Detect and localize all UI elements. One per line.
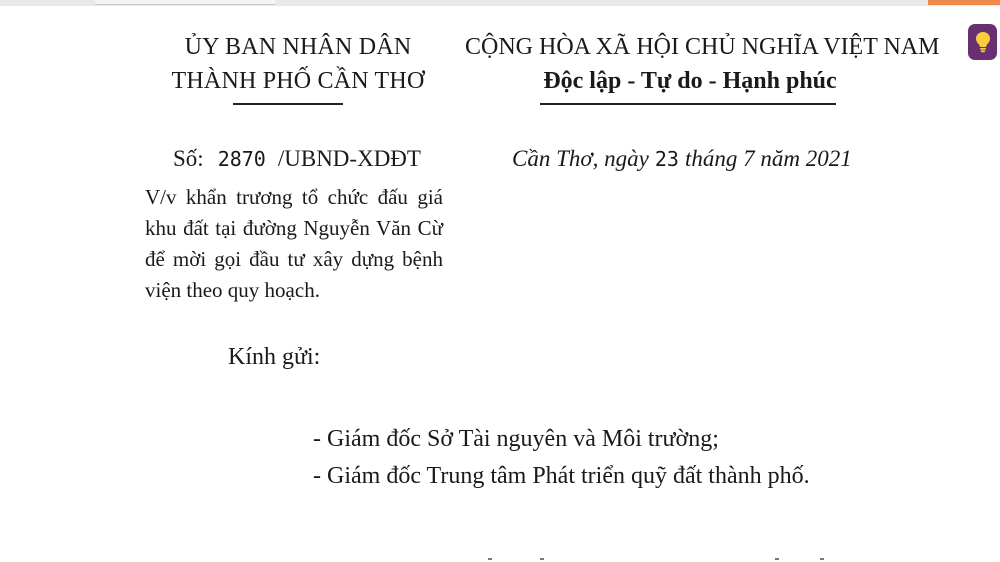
subject-line: khu đất tại đường Nguyễn Văn Cừ (145, 216, 443, 240)
motto-underline (540, 103, 836, 105)
org-underline (233, 103, 343, 105)
number-value: 2870 (217, 147, 266, 171)
number-label: Số: (173, 146, 204, 171)
date-prefix: Cần Thơ, ngày (512, 146, 649, 171)
number-suffix: /UBND-XDĐT (277, 146, 421, 171)
document-page (0, 6, 960, 562)
org-name-line1: ỦY BAN NHÂN DÂN (184, 34, 412, 60)
recipient-item: - Giám đốc Sở Tài nguyên và Môi trường; (313, 426, 719, 452)
document-number (173, 146, 421, 172)
lightbulb-icon (975, 31, 991, 53)
tab-strip (95, 0, 275, 5)
document-date (512, 146, 852, 172)
date-day: 23 (654, 147, 679, 171)
national-motto: Độc lập - Tự do - Hạnh phúc (543, 68, 837, 94)
accent-bar (928, 0, 1000, 5)
cut-off-text-mark (775, 558, 779, 560)
cut-off-text-mark (540, 558, 544, 560)
side-idea-button[interactable] (968, 24, 997, 60)
org-name-line2: THÀNH PHỐ CẦN THƠ (171, 68, 425, 94)
date-rest: 7 năm 2021 (743, 146, 852, 171)
subject-line: V/v khẩn trương tổ chức đấu giá (145, 185, 443, 209)
recipient-item: - Giám đốc Trung tâm Phát triển quỹ đất thành phố. (313, 463, 810, 489)
cut-off-text-mark (820, 558, 824, 560)
cut-off-text-mark (488, 558, 492, 560)
subject-line: để mời gọi đầu tư xây dựng bệnh (145, 247, 443, 271)
national-title: CỘNG HÒA XÃ HỘI CHỦ NGHĨA VIỆT NAM (465, 34, 940, 60)
subject-line: viện theo quy hoạch. (145, 278, 320, 302)
subject-block (145, 182, 443, 306)
date-month-label: tháng (684, 146, 738, 171)
greeting: Kính gửi: (228, 344, 321, 370)
